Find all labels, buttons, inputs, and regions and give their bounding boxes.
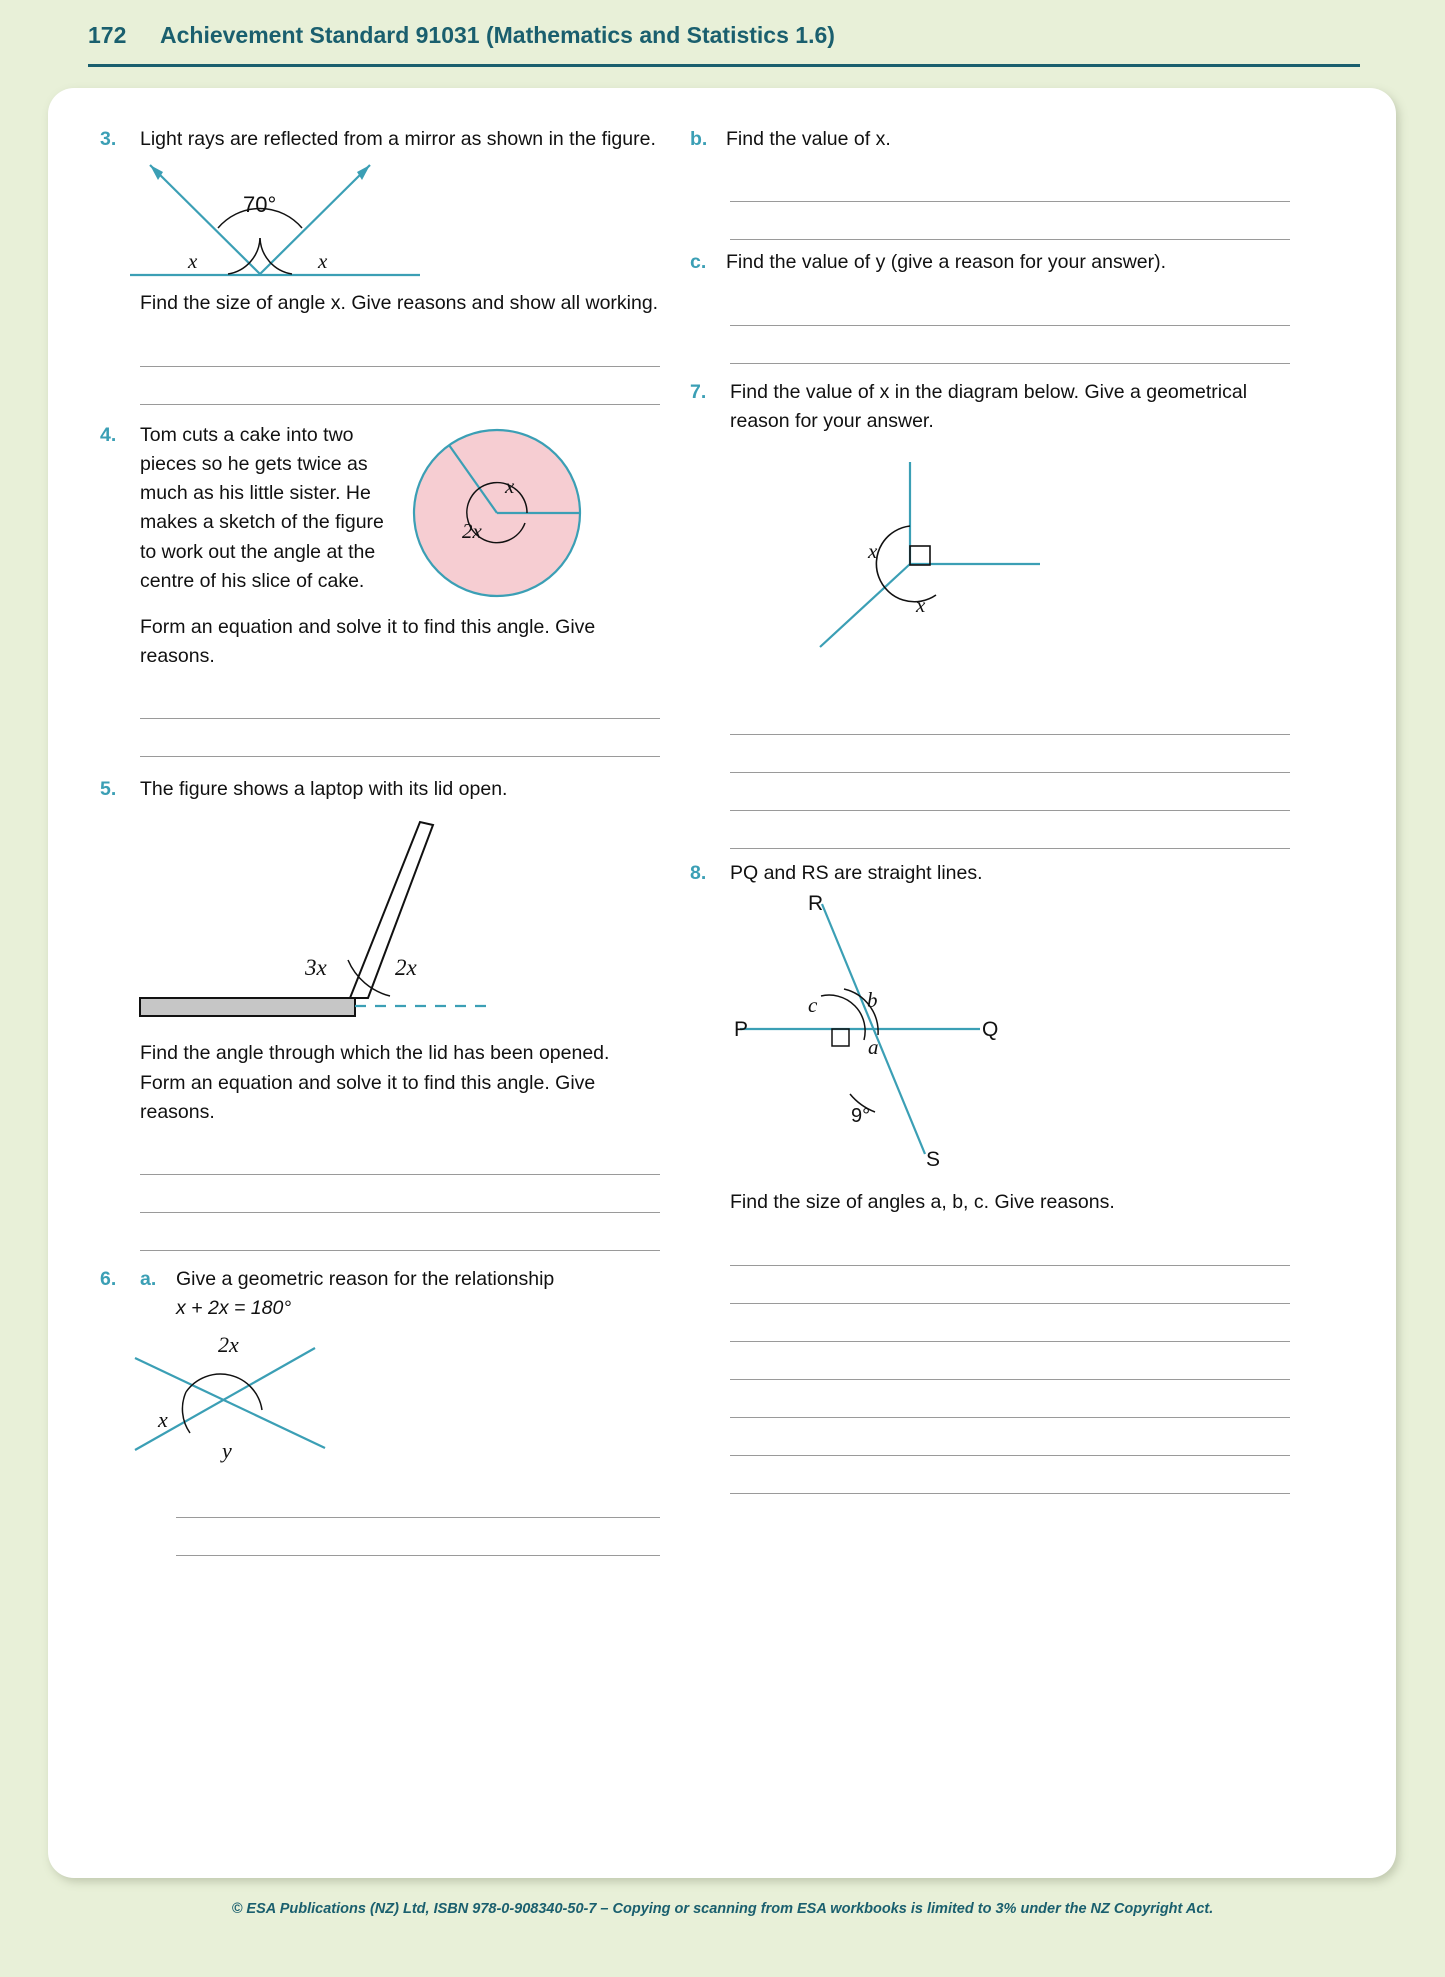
answer-line[interactable] xyxy=(730,1380,1290,1418)
question-6 xyxy=(100,1265,660,1556)
question-6b-letter: b. xyxy=(690,128,708,150)
label-x: x xyxy=(158,1406,168,1432)
question-8-answer-lines[interactable] xyxy=(730,1228,1290,1494)
right-column xyxy=(690,125,1290,1494)
answer-line[interactable] xyxy=(730,288,1290,326)
question-8 xyxy=(690,859,1290,1494)
question-7-number: 7. xyxy=(690,380,707,403)
answer-line[interactable] xyxy=(730,1456,1290,1494)
label-b: b xyxy=(867,988,878,1013)
question-6a-text: Give a geometric reason for the relationship xyxy=(176,1268,555,1290)
label-x: x xyxy=(505,473,515,498)
label-70-degrees: 70° xyxy=(243,192,277,218)
question-3-text2: Find the size of angle x. Give reasons and show all working. xyxy=(140,292,659,315)
label-2x: 2x xyxy=(395,955,417,981)
question-7-figure xyxy=(750,442,1290,687)
question-6b-text: Find the value of x. xyxy=(726,128,891,150)
question-5-number: 5. xyxy=(100,778,117,800)
answer-line[interactable] xyxy=(140,1175,660,1213)
label-3x: 3x xyxy=(305,955,327,981)
answer-line[interactable] xyxy=(140,719,660,757)
label-R: R xyxy=(808,894,824,916)
label-2x: 2x xyxy=(218,1331,239,1357)
question-8-figure xyxy=(720,894,1290,1184)
answer-line[interactable] xyxy=(730,202,1290,240)
question-4-number: 4. xyxy=(100,423,117,446)
question-4-figure xyxy=(405,421,590,611)
answer-line[interactable] xyxy=(730,811,1290,849)
answer-line[interactable] xyxy=(140,681,660,719)
question-6b xyxy=(690,125,1290,240)
answer-line[interactable] xyxy=(140,329,660,367)
label-a: a xyxy=(868,1035,879,1060)
question-5-answer-lines[interactable] xyxy=(140,1137,660,1251)
question-6c-text: Find the value of y (give a reason for your answer). xyxy=(726,251,1167,274)
label-S: S xyxy=(926,1148,941,1172)
question-7-answer-lines[interactable] xyxy=(730,697,1290,849)
question-5-figure xyxy=(100,810,660,1035)
question-6a-equation: x + 2x = 180° xyxy=(176,1297,292,1320)
answer-line[interactable] xyxy=(730,1304,1290,1342)
answer-line[interactable] xyxy=(140,1137,660,1175)
page-title: Achievement Standard 91031 (Mathematics and Statistics 1.6) xyxy=(160,22,835,48)
page-number: 172 xyxy=(88,22,127,48)
question-7 xyxy=(690,378,1290,850)
page-header xyxy=(88,22,1360,49)
question-6a-body xyxy=(176,1265,656,1324)
question-3-text: Light rays are reflected from a mirror as shown in the figure. xyxy=(140,128,656,150)
answer-line[interactable] xyxy=(730,1228,1290,1266)
question-4-answer-lines[interactable] xyxy=(140,681,660,757)
label-2x: 2x xyxy=(462,518,482,543)
question-6c-answer-lines[interactable] xyxy=(730,288,1290,364)
answer-line[interactable] xyxy=(176,1518,660,1556)
question-4-text: Tom cuts a cake into two pieces so he gets twice as much as his little sister. He makes a sketch of the figure to work out the angle at the centre of his slice of cake. xyxy=(140,423,384,592)
question-3-number: 3. xyxy=(100,128,117,150)
answer-line[interactable] xyxy=(730,164,1290,202)
question-6b-answer-lines[interactable] xyxy=(730,164,1290,240)
question-5-text2: Find the angle through which the lid has been opened. Form an equation and solve it to find this angle. Give reasons. xyxy=(140,1042,610,1123)
question-7-text: Find the value of x in the diagram below. Give a geometrical reason for your answer. xyxy=(730,380,1248,432)
label-9-degrees: 9° xyxy=(851,1105,871,1128)
question-8-text: PQ and RS are straight lines. xyxy=(730,862,983,884)
answer-line[interactable] xyxy=(730,773,1290,811)
question-3-figure xyxy=(100,160,660,285)
label-x-left: x xyxy=(868,539,878,563)
question-4-text2: Form an equation and solve it to find this angle. Give reasons. xyxy=(140,615,596,667)
header-divider xyxy=(88,64,1360,67)
question-3-answer-lines[interactable] xyxy=(140,329,660,405)
question-6-number: 6. xyxy=(100,1268,117,1290)
question-8-number: 8. xyxy=(690,862,707,884)
answer-line[interactable] xyxy=(730,326,1290,364)
page-footer: © ESA Publications (NZ) Ltd, ISBN 978-0-908340-50-7 – Copying or scanning from ESA workbooks is limited to 3% under the NZ Copyright Act. xyxy=(231,1901,1214,1917)
label-P: P xyxy=(734,1018,749,1042)
label-c: c xyxy=(808,993,818,1018)
label-Q: Q xyxy=(982,1018,999,1042)
question-6a-letter: a. xyxy=(140,1268,157,1290)
answer-line[interactable] xyxy=(730,1266,1290,1304)
question-6c-letter: c. xyxy=(690,251,707,274)
question-5-text: The figure shows a laptop with its lid open. xyxy=(140,778,508,800)
left-column xyxy=(100,125,660,1556)
answer-line[interactable] xyxy=(140,1213,660,1251)
answer-line[interactable] xyxy=(730,697,1290,735)
question-3 xyxy=(100,125,660,405)
question-6a-figure xyxy=(100,1330,660,1470)
answer-line[interactable] xyxy=(140,367,660,405)
question-4 xyxy=(100,421,660,758)
answer-line[interactable] xyxy=(730,1418,1290,1456)
question-6a-answer-lines[interactable] xyxy=(176,1480,660,1556)
question-8-text2: Find the size of angles a, b, c. Give reasons. xyxy=(730,1191,1115,1214)
label-x-bottom: x xyxy=(916,593,926,617)
answer-line[interactable] xyxy=(730,1342,1290,1380)
label-x-right: x xyxy=(318,249,328,274)
question-6c xyxy=(690,248,1290,363)
answer-line[interactable] xyxy=(730,735,1290,773)
answer-line[interactable] xyxy=(176,1480,660,1518)
question-5 xyxy=(100,775,660,1251)
label-y: y xyxy=(222,1437,232,1463)
label-x-left: x xyxy=(188,249,198,274)
